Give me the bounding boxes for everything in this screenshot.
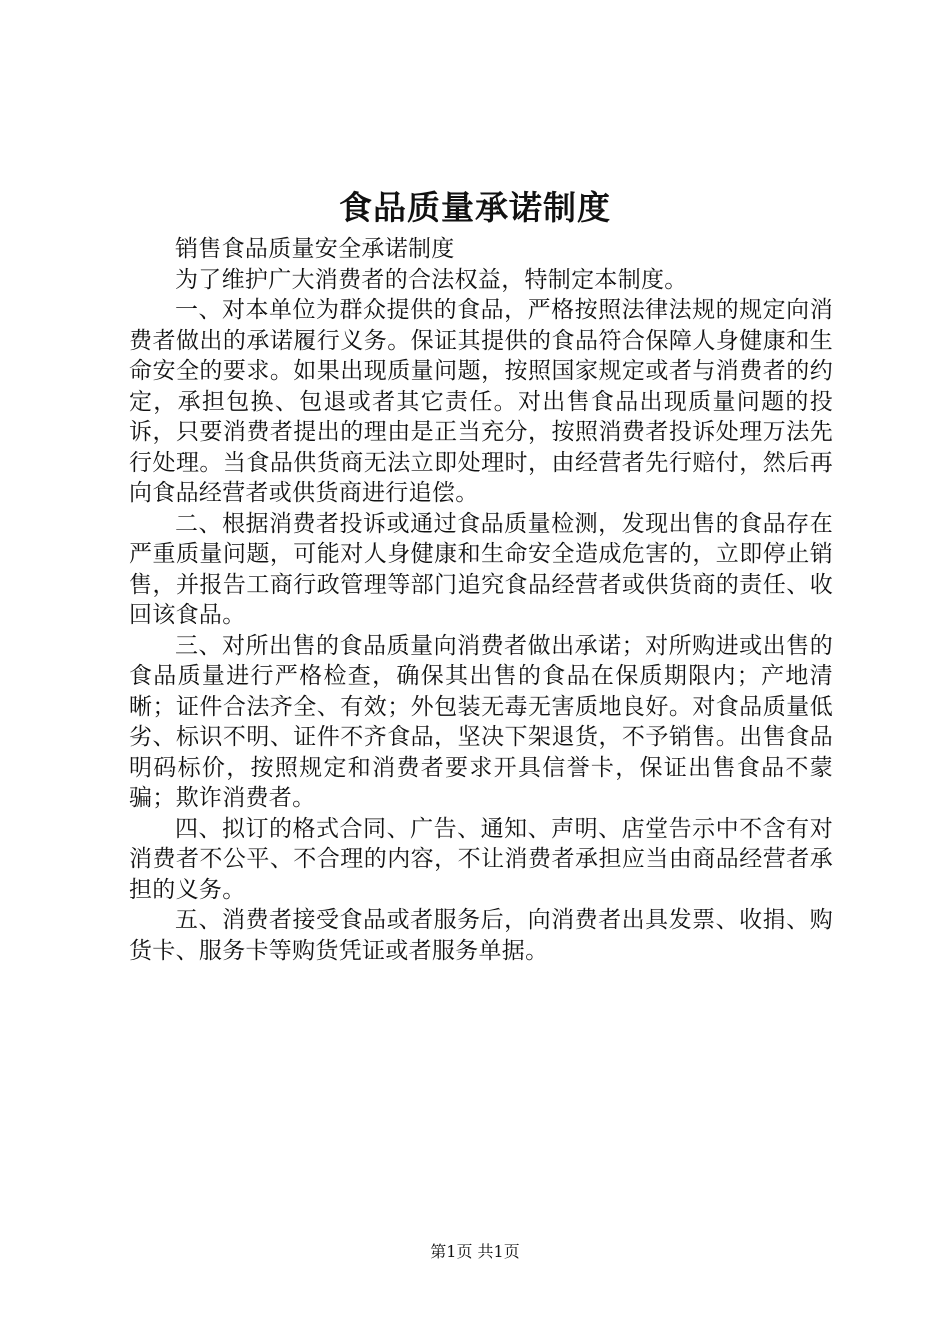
paragraph-item-5: 五、消费者接受食品或者服务后，向消费者出具发票、收捐、购货卡、服务卡等购货凭证或者服务单据。 [129,907,833,964]
paragraph-subtitle: 销售食品质量安全承诺制度 [175,236,455,262]
page-footer: 第1页 共1页 [430,1242,520,1261]
document-title: 食品质量承诺制度 [339,188,611,227]
document-body [129,234,833,966]
paragraph-item-4: 四、拟订的格式合同、广告、通知、声明、店堂告示中不含有对消费者不公平、不合理的内容，不让消费者承担应当由商品经营者承担的义务。 [129,815,833,903]
paragraph-item-1: 一、对本单位为群众提供的食品，严格按照法律法规的规定向消费者做出的承诺履行义务。保证其提供的食品符合保障人身健康和生命安全的要求。如果出现质量问题，按照国家规定或者与消费者的约定，承担包换、包退或者其它责任。对出售食品出现质量问题的投诉，只要消费者提出的理由是正当充分，按照消费者投诉处理万法先行处理。当食品供货商无法立即处理时，由经营者先行赔付，然后再向食品经营者或供货商进行追偿。 [129,297,833,506]
paragraph-item-2: 二、根据消费者投诉或通过食品质量检测，发现出售的食品存在严重质量问题，可能对人身健康和生命安全造成危害的，立即停止销售，并报告工商行政管理等部门追究食品经营者或供货商的责任、收回该食品。 [129,510,833,628]
paragraph-item-3: 三、对所出售的食品质量向消费者做出承诺；对所购进或出售的食品质量进行严格检查，确保其出售的食品在保质期限内；产地清晰；证件合法齐全、有效；外包装无毒无害质地良好。对食品质量低劣、标识不明、证件不齐食品，坚决下架退货，不予销售。出售食品明码标价，按照规定和消费者要求开具信誉卡，保证出售食品不蒙骗；欺诈消费者。 [129,632,833,811]
paragraph-intro: 为了维护广大消费者的合法权益，特制定本制度。 [175,266,688,293]
